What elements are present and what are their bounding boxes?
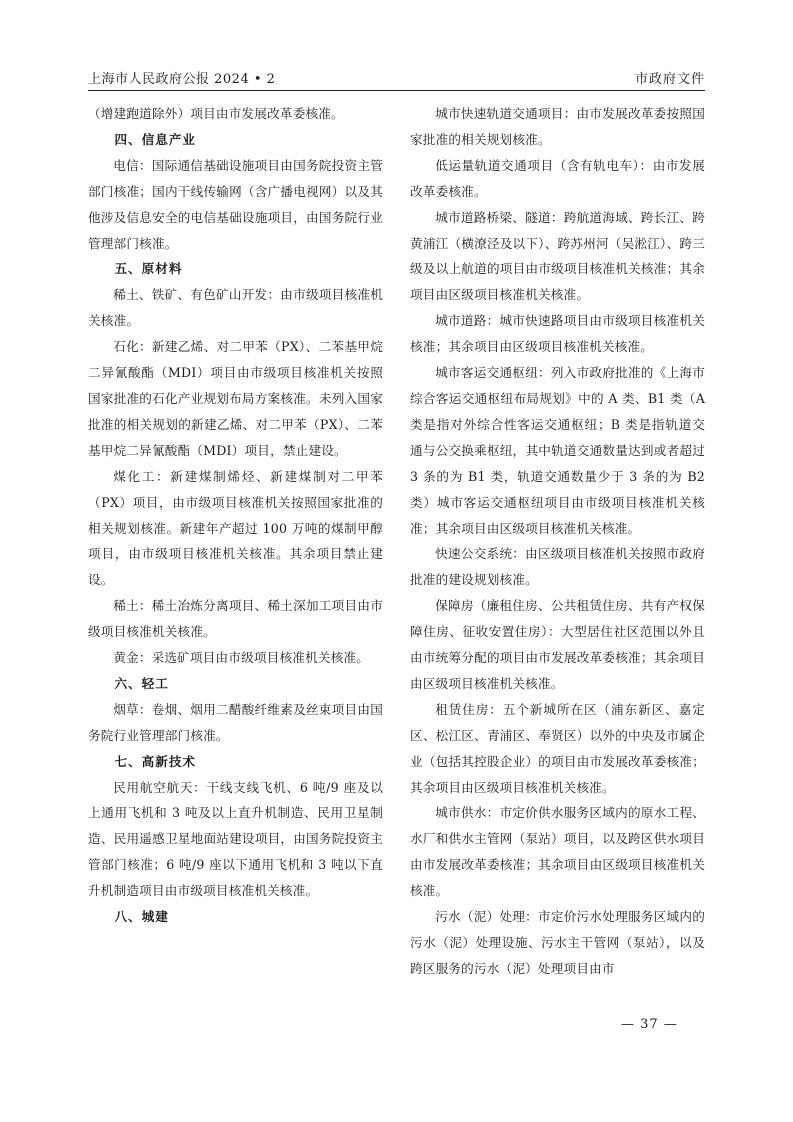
- section-heading: 七、高新技术: [114, 753, 197, 769]
- left-column: [88, 101, 383, 930]
- paragraph: 稀土：稀土冶炼分离项目、稀土深加工项目由市级项目核准机关核准。: [88, 598, 383, 640]
- section-heading: 四、信息产业: [114, 131, 197, 147]
- paragraph: 稀土、铁矿、有色矿山开发：由市级项目核准机关核准。: [88, 287, 383, 329]
- paragraph: 城市客运交通枢纽：列入市政府批准的《上海市综合客运交通枢纽布局规划》中的 A 类、B1 类（A 类是指对外综合性客运交通枢纽；B 类是指轨道交通与公交换乘枢纽，其中轨道交通数量达到或者超过 3 条的为 B1 类，轨道交通数量少于 3 条的为 B2 类）城市客运交通枢纽项目由市级项目核准机关核准；其余项目由区级项目核准机关核准。: [410, 365, 705, 536]
- paragraph: 低运量轨道交通项目（含有轨电车）：由市发展改革委核准。: [410, 157, 705, 199]
- paragraph: 污水（泥）处理：市定价污水处理服务区域内的污水（泥）处理设施、污水主干管网（泵站），以及跨区服务的污水（泥）处理项目由市: [410, 909, 705, 976]
- paragraph: 保障房（廉租住房、公共租赁住房、共有产权保障住房、征收安置住房）：大型居住社区范围以外且由市统筹分配的项目由市发展改革委核准；其余项目由区级项目核准机关核准。: [410, 598, 705, 691]
- paragraph: 黄金：采选矿项目由市级项目核准机关核准。: [113, 650, 370, 666]
- paragraph: 城市道路：城市快速路项目由市级项目核准机关核准；其余项目由区级项目核准机关核准。: [410, 313, 705, 355]
- section-title: 市政府文件: [634, 72, 705, 87]
- paragraph: 租赁住房：五个新城所在区（浦东新区、嘉定区、松江区、青浦区、奉贤区）以外的中央及市属企业（包括其控股企业）的项目由市发展改革委核准；其余项目由区级项目核准机关核准。: [410, 701, 705, 795]
- page-header: [88, 64, 705, 92]
- paragraph: 烟草：卷烟、烟用二醋酸纤维素及丝束项目由国务院行业管理部门核准。: [88, 701, 383, 743]
- paragraph: 城市供水：市定价供水服务区域内的原水工程、水厂和供水主管网（泵站）项目，以及跨区供水项目由市发展改革委核准；其余项目由区级项目核准机关核准。: [410, 805, 705, 899]
- section-heading: 六、轻工: [114, 675, 169, 691]
- paragraph: 电信：国际通信基础设施项目由国务院投资主管部门核准；国内干线传输网（含广播电视网）以及其他涉及信息安全的电信基础设施项目，由国务院行业管理部门核准。: [88, 157, 383, 251]
- publication-title: 上海市人民政府公报 2024 • 2: [88, 72, 276, 87]
- paragraph: 城市快速轨道交通项目：由市发展改革委按照国家批准的相关规划核准。: [410, 106, 705, 147]
- right-column: [410, 101, 705, 982]
- paragraph: 煤化工：新建煤制烯烃、新建煤制对二甲苯（PX）项目，由市级项目核准机关按照国家批准的相关规划核准。新建年产超过 100 万吨的煤制甲醇项目，由市级项目核准机关核准。其余项目禁止建设。: [88, 468, 383, 588]
- paragraph: 城市道路桥梁、隧道：跨航道海域、跨长江、跨黄浦江（横潦泾及以下）、跨苏州河（吴淞江）、跨三级及以上航道的项目由市级项目核准机关核准；其余项目由区级项目核准机关核准。: [410, 209, 705, 303]
- paragraph: 民用航空航天：干线支线飞机、6 吨/9 座及以上通用飞机和 3 吨及以上直升机制造、民用卫星制造、民用遥感卫星地面站建设项目，由国务院投资主管部门核准；6 吨/9 座以下通用飞机和 3 吨以下直升机制造项目由市级项目核准机关核准。: [88, 779, 383, 899]
- paragraph: 快速公交系统：由区级项目核准机关按照市政府批准的建设规划核准。: [410, 546, 705, 588]
- section-heading: 五、原材料: [114, 261, 183, 277]
- page-number: — 37 —: [621, 1017, 678, 1032]
- header-rule: [88, 90, 705, 91]
- paragraph: 石化：新建乙烯、对二甲苯（PX）、二苯基甲烷二异氰酸酯（MDI）项目由市级项目核准机关按照国家批准的石化产业规划布局方案核准。未列入国家批准的相关规划的新建乙烯、对二甲苯（PX）、二苯基甲烷二异氰酸酯（MDI）项目，禁止建设。: [88, 339, 383, 458]
- paragraph: （增建跑道除外）项目由市发展改革委核准。: [88, 106, 344, 121]
- section-heading: 八、城建: [114, 909, 169, 925]
